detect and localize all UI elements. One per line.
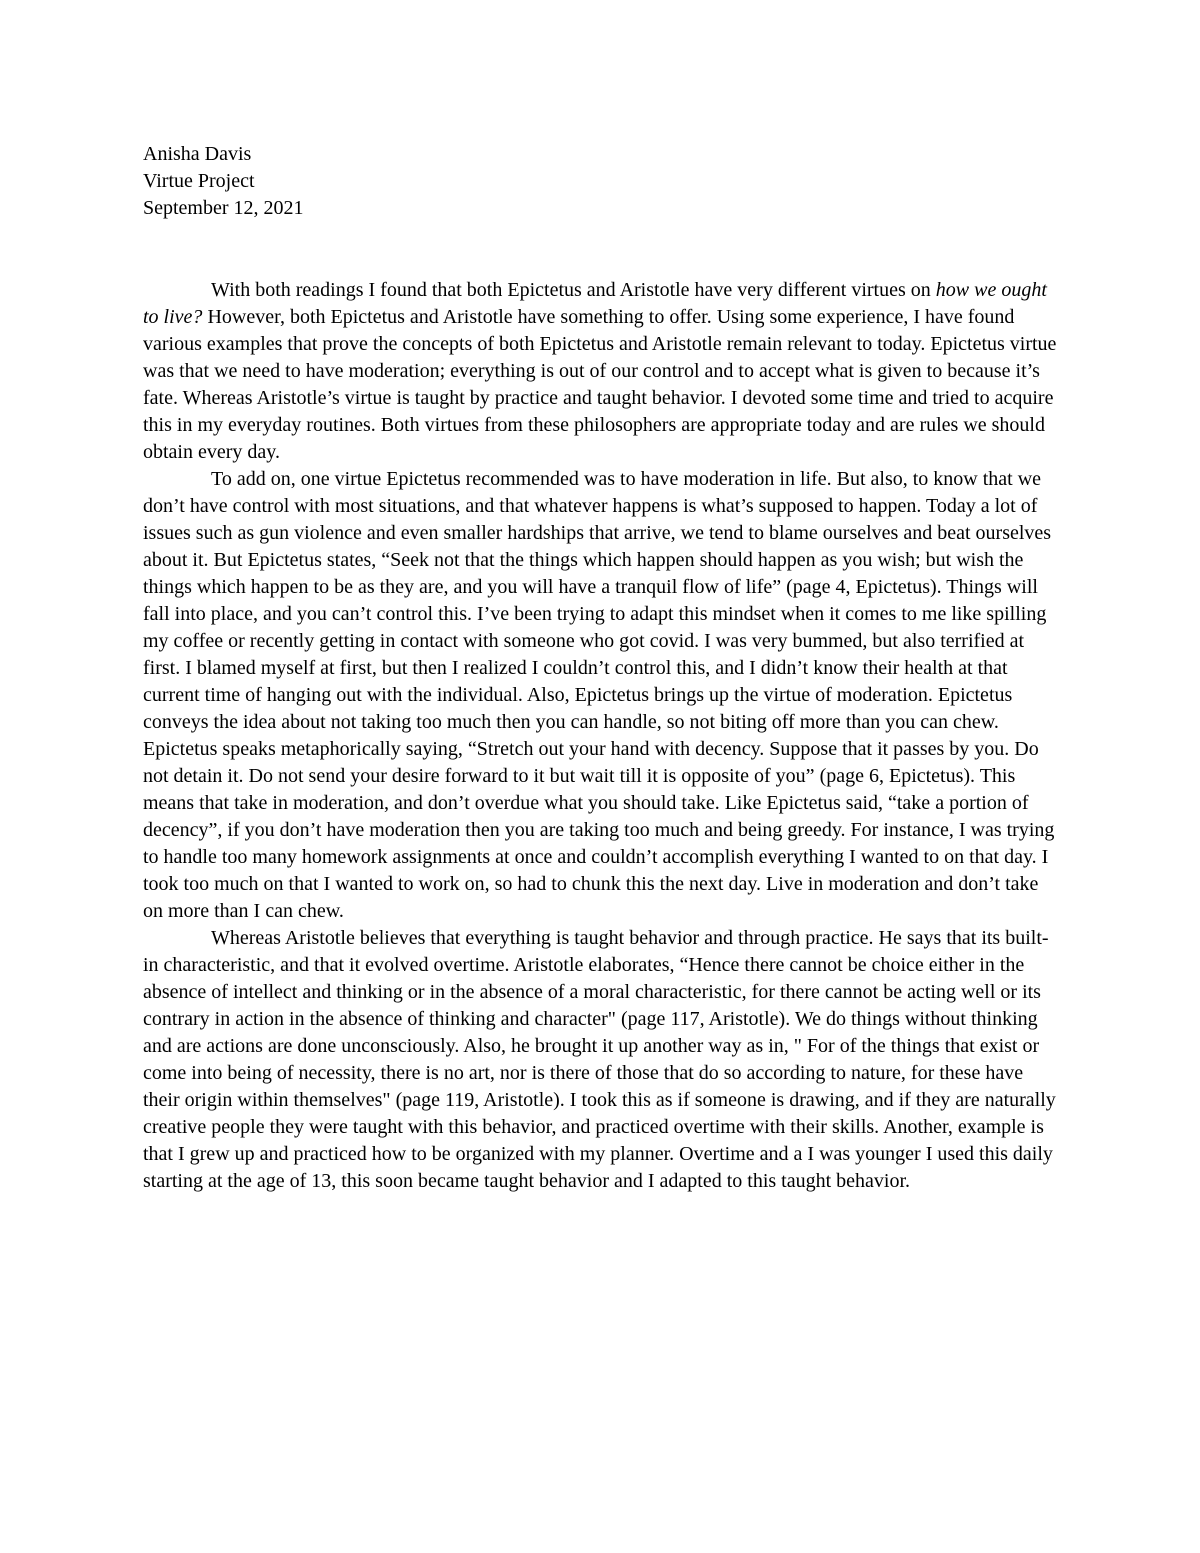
document-date: September 12, 2021 xyxy=(143,197,304,219)
paragraph-intro-text-start: With both readings I found that both Epictetus and Aristotle have very different virtues on xyxy=(211,279,936,301)
paragraph-intro xyxy=(143,277,1063,466)
paragraph-intro-italic-phrase: how we ought to live? xyxy=(143,279,1047,328)
assignment-title: Virtue Project xyxy=(143,170,255,192)
document-header xyxy=(143,141,1063,222)
paragraph-aristotle: Whereas Aristotle believes that everything is taught behavior and through practice. He says that its built-in characteristic, and that it evolved overtime. Aristotle elaborates, “Hence there cannot be choice either in the absence of intellect and thinking or in the absence of a moral characteristic, for there cannot be acting well or its contrary in action in the absence of thinking and character" (page 117, Aristotle). We do things without thinking and are actions are done unconsciously. Also, he brought it up another way as in, " For of the things that exist or come into being of necessity, there is no art, nor is there of those that do so according to nature, for these have their origin within themselves" (page 119, Aristotle). I took this as if someone is drawing, and if they are naturally creative people they were taught with this behavior, and practiced overtime with their skills. Another, example is that I grew up and practiced how to be organized with my planner. Overtime and a I was younger I used this daily starting at the age of 13, this soon became taught behavior and I adapted to this taught behavior. xyxy=(143,927,1056,1192)
paragraph-epictetus: To add on, one virtue Epictetus recommended was to have moderation in life. But also, to know that we don’t have control with most situations, and that whatever happens is what’s supposed to happen. Today a lot of issues such as gun violence and even smaller hardships that arrive, we tend to blame ourselves and beat ourselves about it. But Epictetus states, “Seek not that the things which happen should happen as you wish; but wish the things which happen to be as they are, and you will have a tranquil flow of life” (page 4, Epictetus). Things will fall into place, and you can’t control this. I’ve been trying to adapt this mindset when it comes to me like spilling my coffee or recently getting in contact with someone who got covid. I was very bummed, but also terrified at first. I blamed myself at first, but then I realized I couldn’t control this, and I didn’t know their health at that current time of hanging out with the individual. Also, Epictetus brings up the virtue of moderation. Epictetus conveys the idea about not taking too much then you can handle, so not biting off more than you can chew. Epictetus speaks metaphorically saying, “Stretch out your hand with decency. Suppose that it passes by you. Do not detain it. Do not send your desire forward to it but wait till it is opposite of you” (page 6, Epictetus). This means that take in moderation, and don’t overdue what you should take. Like Epictetus said, “take a portion of decency”, if you don’t have moderation then you are taking too much and being greedy. For instance, I was trying to handle too many homework assignments at once and couldn’t accomplish everything I wanted to on that day. I took too much on that I wanted to work on, so had to chunk this the next day. Live in moderation and don’t take on more than I can chew. xyxy=(143,468,1055,922)
paragraph-intro-text-end: However, both Epictetus and Aristotle have something to offer. Using some experience, I have found various examples that prove the concepts of both Epictetus and Aristotle remain relevant to today. Epictetus virtue was that we need to have moderation; everything is out of our control and to accept what is given to because it’s fate. Whereas Aristotle’s virtue is taught by practice and taught behavior. I devoted some time and tried to acquire this in my everyday routines. Both virtues from these philosophers are appropriate today and are rules we should obtain every day. xyxy=(143,306,1057,463)
document-body xyxy=(143,277,1063,1195)
author-name: Anisha Davis xyxy=(143,143,252,165)
